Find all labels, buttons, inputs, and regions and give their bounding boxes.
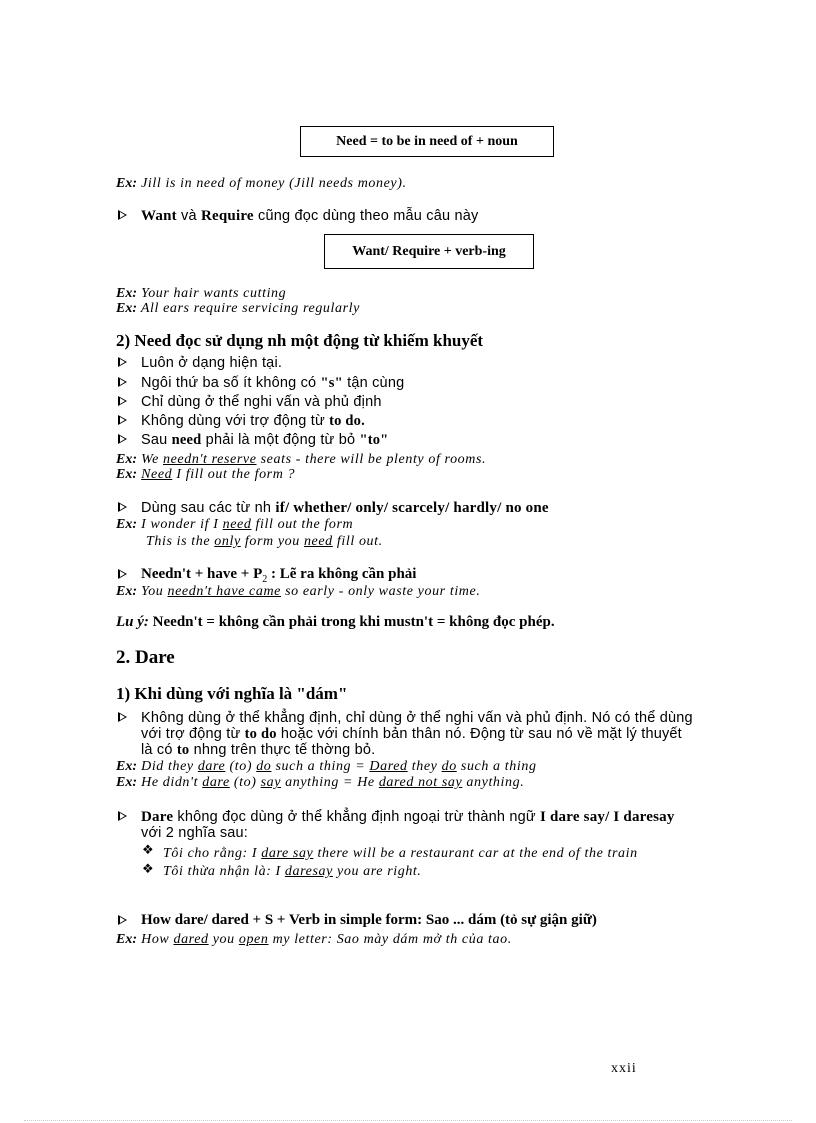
text: Dùng sau các từ nh [141, 500, 276, 516]
example-text: Jill is in need of money (Jill needs money). [141, 176, 407, 191]
underlined-term: dared not say [378, 775, 463, 790]
list-item [141, 432, 388, 449]
text: với trợ động từ [141, 726, 245, 742]
arrow-bullet-icon [118, 501, 130, 513]
underlined-term: need [303, 534, 333, 549]
underlined-term: Dared [369, 759, 408, 774]
text: (to) [229, 775, 261, 790]
text: This is the [146, 534, 215, 549]
example-line [116, 176, 407, 192]
arrow-bullet-icon [118, 810, 130, 822]
bold-term: Dare [141, 809, 174, 825]
example-line [116, 775, 524, 791]
underlined-term: needn't have came [167, 584, 281, 599]
underlined-term: need [222, 517, 252, 532]
example-label: Ex: [116, 759, 137, 774]
text: Tôi thừa nhận là: I [163, 864, 285, 879]
bold-term: "to" [359, 432, 389, 448]
list-item: Chỉ dùng ở thể nghi vấn và phủ định [141, 394, 382, 410]
text: you are right. [332, 864, 422, 879]
formula-text: Need = to be in need of + noun [336, 133, 518, 149]
text: such a thing [456, 759, 537, 774]
arrow-bullet-icon [118, 209, 130, 221]
formula-text: Want/ Require + verb-ing [352, 243, 506, 259]
paragraph-line: với 2 nghĩa sau: [141, 825, 249, 841]
example-line [116, 301, 360, 317]
underlined-term: say [260, 775, 282, 790]
note-label: Lu ý: [116, 614, 149, 630]
text: (to) [225, 759, 257, 774]
underlined-term: Need [141, 467, 173, 482]
text: anything = He [281, 775, 379, 790]
list-item [141, 413, 365, 430]
text: my letter: Sao mày dám mở th của tao. [268, 932, 512, 947]
arrow-bullet-icon [118, 395, 130, 407]
underlined-term: dare [202, 775, 230, 790]
text: là có [141, 742, 177, 758]
underlined-term: dare [197, 759, 226, 774]
text: Did they [141, 759, 198, 774]
text: phải là một động từ bỏ [201, 432, 360, 448]
neednt-have-line [141, 566, 416, 585]
example-label: Ex: [116, 584, 137, 599]
example-line [116, 286, 286, 302]
text: cũng đọc dùng theo mẫu câu này [253, 208, 479, 224]
diamond-bullet-icon: ❖ [142, 861, 154, 876]
paragraph-line [141, 726, 682, 743]
paragraph-line [141, 809, 675, 826]
example-label: Ex: [116, 932, 137, 947]
how-dare-line: How dare/ dared + S + Verb in simple form: Sao ... dám (tỏ sự giận giữ) [141, 912, 597, 928]
section-heading-need-modal: 2) Need đọc sử dụng nh một động từ khiếm khuyết [116, 331, 484, 350]
subsection-heading: 1) Khi dùng với nghĩa là "dám" [116, 684, 348, 703]
example-line [116, 452, 486, 468]
subscript: 2 [262, 574, 268, 585]
text: hoặc với chính bản thân nó. Động từ sau nó về mặt lý thuyết [276, 726, 682, 742]
arrow-bullet-icon [118, 711, 130, 723]
want-require-line [141, 208, 478, 225]
underlined-term: dare say [261, 846, 314, 861]
text: He didn't [141, 775, 203, 790]
text: Ngôi thứ ba số ít không có [141, 375, 321, 391]
bold-term: if/ whether/ only/ scarcely/ hardly/ no one [275, 500, 549, 516]
formula-box-need [300, 126, 554, 157]
text: so early - only waste your time. [281, 584, 481, 599]
section-heading-dare: 2. Dare [116, 647, 175, 668]
example-line [163, 864, 422, 880]
bold-term: to do. [329, 413, 365, 429]
text: seats - there will be plenty of rooms. [256, 452, 487, 467]
example-line [163, 846, 638, 862]
bold-term: : Lẽ ra không cần phải [267, 566, 417, 582]
underlined-term: do [441, 759, 457, 774]
underlined-term: dared [173, 932, 209, 947]
arrow-bullet-icon [118, 356, 130, 368]
underlined-term: needn't reserve [163, 452, 257, 467]
text: fill out the form [251, 517, 354, 532]
example-line [116, 467, 295, 483]
text: How [141, 932, 174, 947]
formula-box-want [324, 234, 534, 269]
bold-term: to do [244, 726, 277, 742]
text: you [208, 932, 239, 947]
arrow-bullet-icon [118, 376, 130, 388]
page-number: xxii [611, 1061, 637, 1076]
paragraph-line [141, 742, 375, 759]
example-label: Ex: [116, 286, 137, 301]
paragraph-line: Không dùng ở thể khẳng định, chỉ dùng ở thể nghi vấn và phủ định. Nó có thể dùng [141, 710, 693, 726]
text: I fill out the form ? [172, 467, 296, 482]
example-line [116, 932, 512, 948]
underlined-term: only [214, 534, 241, 549]
text: Sau [141, 432, 172, 448]
text: nhng trên thực tế thờng bỏ. [189, 742, 376, 758]
underlined-term: open [238, 932, 269, 947]
text: form you [240, 534, 304, 549]
example-line [116, 584, 480, 600]
example-label: Ex: [116, 517, 137, 532]
text: không đọc dùng ở thể khẳng định ngoại trừ thành ngữ [173, 809, 541, 825]
list-item: Luôn ở dạng hiện tại. [141, 355, 283, 371]
text: Tôi cho rằng: I [163, 846, 262, 861]
text: Không dùng với trợ động từ [141, 413, 330, 429]
arrow-bullet-icon [118, 914, 130, 926]
example-label: Ex: [116, 301, 137, 316]
text: they [407, 759, 442, 774]
underlined-term: do [256, 759, 272, 774]
bold-term: Want [141, 208, 177, 224]
text: fill out. [332, 534, 383, 549]
example-label: Ex: [116, 775, 137, 790]
diamond-bullet-icon: ❖ [142, 842, 154, 857]
bold-term: need [171, 432, 202, 448]
page-bottom-divider [24, 1120, 792, 1121]
example-line [116, 759, 537, 775]
example-text: Your hair wants cutting [141, 286, 287, 301]
arrow-bullet-icon [118, 568, 130, 580]
text: và [176, 208, 201, 224]
note-line [116, 614, 555, 631]
underlined-term: daresay [284, 864, 333, 879]
text: I wonder if I [141, 517, 223, 532]
example-line [116, 517, 353, 533]
bold-term: to [176, 742, 190, 758]
note-text: Needn't = không cần phải trong khi mustn't = không đọc phép. [148, 614, 555, 630]
use-after-line [141, 500, 549, 517]
text: We [141, 452, 164, 467]
text: such a thing = [271, 759, 370, 774]
bold-term: Needn't + have + P [141, 566, 263, 582]
arrow-bullet-icon [118, 414, 130, 426]
arrow-bullet-icon [118, 433, 130, 445]
text: there will be a restaurant car at the end of the train [313, 846, 638, 861]
bold-term: I dare say/ I daresay [540, 809, 675, 825]
bold-term: Require [200, 208, 254, 224]
example-label: Ex: [116, 452, 137, 467]
list-item [141, 375, 404, 392]
example-label: Ex: [116, 176, 137, 191]
text: anything. [462, 775, 525, 790]
example-line [146, 534, 383, 550]
example-label: Ex: [116, 467, 137, 482]
bold-term: "s" [320, 375, 343, 391]
text: You [141, 584, 168, 599]
text: tận cùng [342, 375, 405, 391]
example-text: All ears require servicing regularly [140, 301, 360, 316]
